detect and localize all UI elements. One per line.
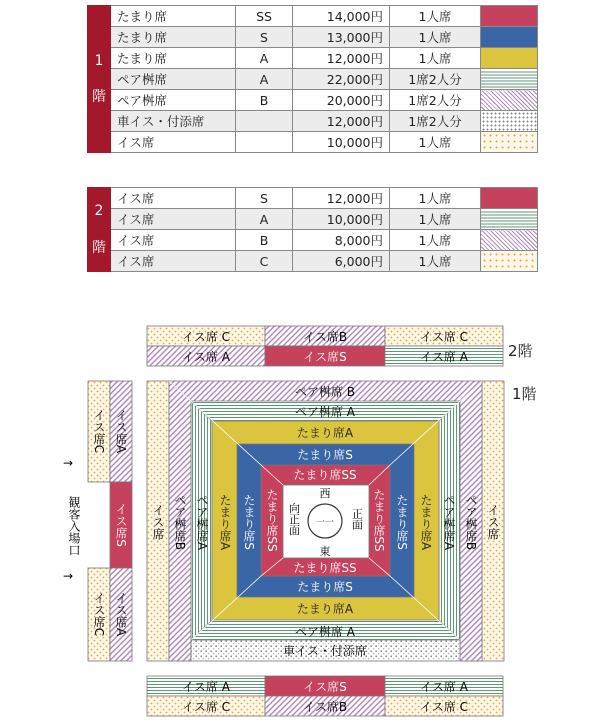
seat-kind: 1席2人分 — [390, 69, 481, 90]
bottom2-label-0: イス席 A — [182, 680, 230, 694]
seat-kind: 1席2人分 — [390, 90, 481, 111]
seat-name: ペア桝席 — [111, 90, 236, 111]
floor-kanji: 階 — [92, 239, 106, 256]
bottom2-label-2: イス席 A — [420, 680, 468, 694]
dohyo-west: 西 — [319, 487, 331, 500]
left2-label-2: イス席S — [114, 503, 128, 547]
floor2-left-block — [88, 381, 132, 661]
seat-kind: 1人席 — [390, 132, 481, 153]
pb-top-label: ペア桝席 B — [294, 385, 356, 399]
bottom2-label-1: イス席S — [303, 680, 347, 694]
floor-number: 1 — [94, 52, 104, 69]
seat-name: たまり席 — [111, 27, 236, 48]
dohyo-back: 向正面 — [287, 502, 301, 536]
left2-label-3: イス席C — [92, 591, 106, 637]
isu-right-label: イス席 — [486, 504, 500, 540]
bottom2-label-3: イス席 C — [181, 700, 231, 714]
seat-price: 12,000円 — [293, 48, 390, 69]
bottom2-label-5: イス席 C — [419, 700, 469, 714]
ss-top-label: たまり席SS — [293, 468, 357, 482]
s-bottom-label: たまり席S — [297, 580, 353, 594]
seat-name: イス席 — [111, 188, 236, 209]
ss-right-label: たまり席SS — [372, 488, 386, 552]
a-bottom-label: たまり席A — [296, 602, 354, 616]
seat-kind: 1人席 — [390, 6, 481, 27]
seat-price: 12,000円 — [293, 111, 390, 132]
seat-rank: S — [236, 188, 293, 209]
seat-price: 14,000円 — [293, 6, 390, 27]
isu-left-label: イス席 — [151, 504, 165, 540]
top2-label-4: イス席S — [303, 350, 347, 364]
seat-kind: 1人席 — [390, 230, 481, 251]
floor2-label: 2階 — [508, 342, 533, 360]
pb-left-label: ペア桝席B — [173, 493, 187, 551]
pa-right-label: ペア桝席A — [442, 493, 456, 551]
left2-label-0: イス席C — [92, 408, 106, 454]
seat-name: たまり席 — [111, 6, 236, 27]
seat-name: イス席 — [111, 132, 236, 153]
seat-price: 6,000円 — [293, 251, 390, 272]
seat-rank: C — [236, 251, 293, 272]
seat-price: 22,000円 — [293, 69, 390, 90]
s-right-label: たまり席S — [395, 494, 409, 550]
seat-name: イス席 — [111, 209, 236, 230]
seat-kind: 1人席 — [390, 27, 481, 48]
arrow-right-icon: → — [63, 456, 74, 470]
seat-rank: A — [236, 209, 293, 230]
a-top-label: たまり席A — [296, 426, 354, 440]
floor2-top-block — [147, 326, 503, 366]
left2-label-1: イス席A — [114, 408, 128, 454]
dohyo-center: 一一 — [315, 518, 335, 528]
a-left-label: たまり席A — [218, 493, 232, 551]
floor-kanji: 階 — [92, 89, 106, 105]
seat-rank: SS — [236, 6, 293, 27]
seat-kind: 1席2人分 — [390, 111, 481, 132]
top2-label-3: イス席 A — [182, 350, 230, 364]
seat-name: ペア桝席 — [111, 69, 236, 90]
top2-label-1: イス席B — [302, 330, 348, 344]
entrance-label: 観客入場口 — [67, 496, 81, 556]
seat-rank: S — [236, 27, 293, 48]
seat-price: 13,000円 — [293, 27, 390, 48]
seat-kind: 1人席 — [390, 188, 481, 209]
ss-left-label: たまり席SS — [265, 488, 279, 552]
dohyo-east: 東 — [319, 545, 331, 558]
seat-price: 12,000円 — [293, 188, 390, 209]
a-right-label: たまり席A — [419, 493, 433, 551]
pa-top-label: ペア桝席 A — [294, 405, 356, 419]
entrance — [63, 456, 81, 583]
seat-name: イス席 — [111, 230, 236, 251]
top2-label-0: イス席 C — [181, 330, 231, 344]
left2-label-4: イス席A — [114, 591, 128, 637]
seat-kind: 1人席 — [390, 48, 481, 69]
floor2-bottom-block — [147, 676, 503, 716]
pa-bottom-label: ペア桝席 A — [294, 625, 356, 639]
seat-name: たまり席 — [111, 48, 236, 69]
seat-price: 8,000円 — [293, 230, 390, 251]
s-top-label: たまり席S — [297, 448, 353, 462]
ss-bottom-label: たまり席SS — [293, 561, 357, 575]
top2-label-2: イス席 C — [419, 330, 469, 344]
seat-rank: B — [236, 230, 293, 251]
floor-number: 2 — [94, 203, 104, 220]
seat-price: 20,000円 — [293, 90, 390, 111]
dohyo-front: 正面 — [350, 508, 364, 530]
seat-name: 車イス・付添席 — [111, 111, 236, 132]
top2-label-5: イス席 A — [420, 350, 468, 364]
seat-rank: B — [236, 90, 293, 111]
seat-rank: A — [236, 69, 293, 90]
seat-kind: 1人席 — [390, 251, 481, 272]
s-left-label: たまり席S — [242, 494, 256, 550]
seat-kind: 1人席 — [390, 209, 481, 230]
seat-price: 10,000円 — [293, 209, 390, 230]
seat-price: 10,000円 — [293, 132, 390, 153]
seat-rank: A — [236, 48, 293, 69]
arrow-right-icon: → — [63, 569, 74, 583]
wheelchair-label: 車イス・付添席 — [283, 644, 367, 658]
seat-name: イス席 — [111, 251, 236, 272]
pb-right-label: ペア桝席B — [464, 493, 478, 551]
pa-left-label: ペア桝席A — [195, 493, 209, 551]
floor1-label: 1階 — [512, 385, 537, 403]
bottom2-label-4: イス席B — [302, 700, 348, 714]
floor1-map — [147, 381, 504, 661]
